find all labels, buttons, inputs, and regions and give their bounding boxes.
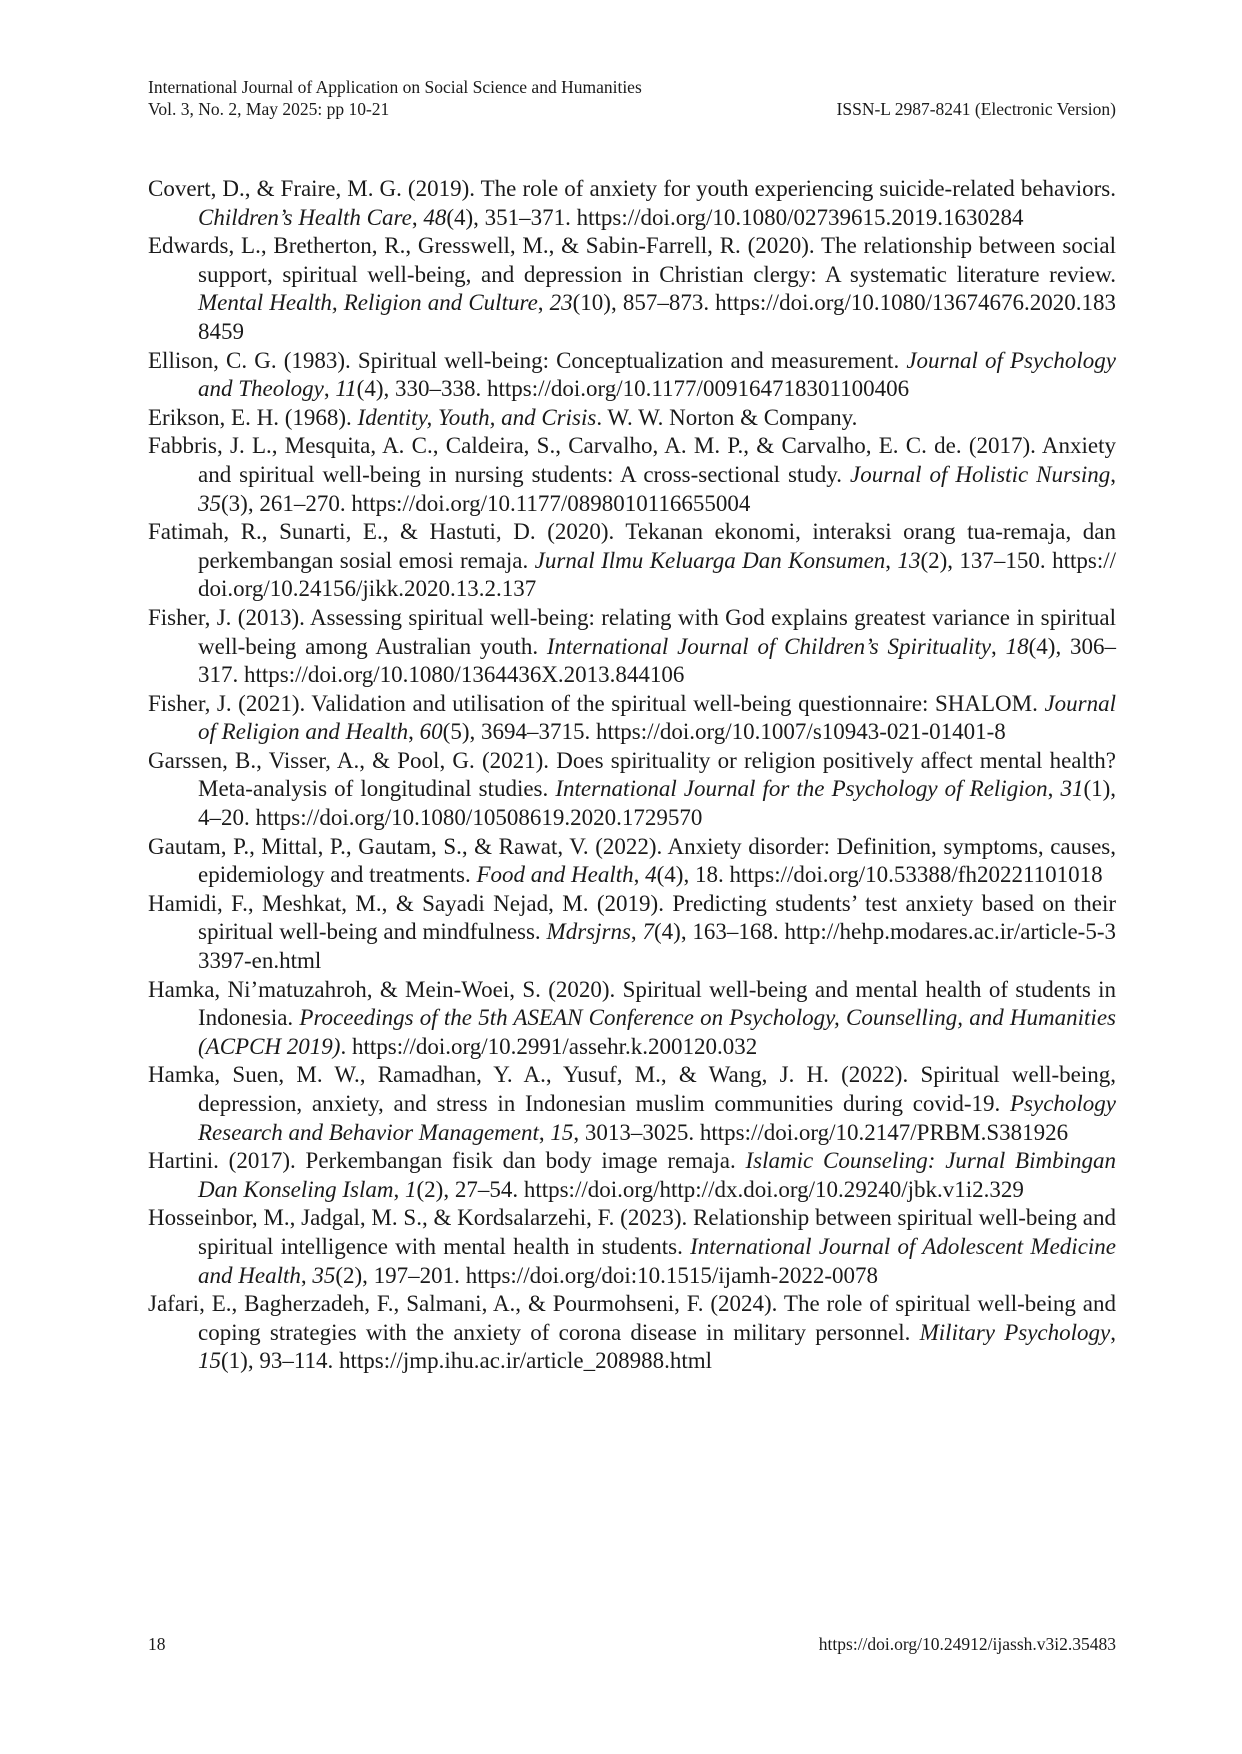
reference-source: Identity, Youth, and Crisis xyxy=(357,404,597,430)
reference-pages: (2), 27–54. xyxy=(416,1176,524,1202)
reference-volume: 1 xyxy=(405,1176,417,1202)
reference-pages: . xyxy=(340,1033,352,1059)
reference-separator: , xyxy=(1110,1319,1116,1345)
reference-volume: 60 xyxy=(419,719,443,745)
reference-doi[interactable]: https://doi.org/10.1177/009164718301100406 xyxy=(486,376,910,402)
reference-authors: Gautam, P., Mittal, P., Gautam, S., & Rawat, V. (2022). Anxiety disorder: Definition, symptoms, causes, epidemiology and treatments. xyxy=(148,833,1116,888)
reference-source: International Journal of Adolescent Medicine and Health xyxy=(198,1233,1116,1288)
reference-doi[interactable]: https://doi.org/10.1007/s10943-021-01401-8 xyxy=(596,719,1006,745)
reference-doi[interactable]: https://doi.org/doi:10.1515/ijamh-2022-0078 xyxy=(465,1262,878,1288)
reference-source: Journal of Religion and Health xyxy=(198,690,1116,745)
running-header xyxy=(148,76,1116,120)
reference-list xyxy=(148,175,1116,1376)
reference-entry xyxy=(148,1290,1116,1376)
reference-entry xyxy=(148,690,1116,747)
reference-entry xyxy=(148,518,1116,604)
reference-volume: 23 xyxy=(549,290,573,316)
reference-entry xyxy=(148,747,1116,833)
reference-volume: 48 xyxy=(423,204,447,230)
reference-doi[interactable]: https://doi.org/10.2991/assehr.k.200120.032 xyxy=(351,1033,758,1059)
reference-source: Children’s Health Care xyxy=(198,204,412,230)
reference-source: Mdrsjrns xyxy=(546,919,631,945)
reference-entry xyxy=(148,432,1116,518)
reference-entry xyxy=(148,232,1116,346)
reference-volume: 35 xyxy=(198,490,221,516)
reference-volume: 11 xyxy=(335,376,357,402)
reference-separator: , xyxy=(408,719,420,745)
reference-pages: (1), 4–20. xyxy=(198,776,1117,831)
reference-entry xyxy=(148,1061,1116,1147)
reference-pages: (4), 351–371. xyxy=(446,204,577,230)
reference-doi[interactable]: https://jmp.ihu.ac.ir/article_208988.html xyxy=(338,1348,713,1374)
reference-entry xyxy=(148,604,1116,690)
reference-doi[interactable]: https://doi.org/10.1177/0898010116655004 xyxy=(351,490,751,516)
reference-separator: , xyxy=(393,1176,405,1202)
article-doi: https://doi.org/10.24912/ijassh.v3i2.35483 xyxy=(818,1634,1116,1654)
reference-authors: Fabbris, J. L., Mesquita, A. C., Caldeira, S., Carvalho, A. M. P., & Carvalho, E. C. de. (2017). Anxiety and spiritual well-being in nursing students: A cross-sectional study. xyxy=(148,433,1116,487)
reference-source: Food and Health xyxy=(476,862,634,888)
reference-separator: , xyxy=(1047,776,1061,802)
reference-separator: , xyxy=(411,204,424,230)
volume-info: Vol. 3, No. 2, May 2025: pp 10-21 xyxy=(148,99,390,119)
reference-entry xyxy=(148,404,1116,433)
reference-source: International Journal of Children’s Spirituality xyxy=(546,633,992,659)
reference-volume: 15 xyxy=(550,1119,574,1145)
reference-separator: , xyxy=(323,376,336,402)
reference-entry xyxy=(148,175,1116,232)
reference-volume: 7 xyxy=(642,919,655,945)
reference-source: Mental Health, Religion and Culture xyxy=(198,290,538,316)
page-number: 18 xyxy=(148,1634,166,1654)
reference-source: Proceedings of the 5th ASEAN Conference on Psychology, Counselling, and Humanities (ACPCH 2019) xyxy=(198,1005,1116,1059)
reference-authors: Hamka, Suen, M. W., Ramadhan, Y. A., Yusuf, M., & Wang, J. H. (2022). Spiritual well-being, depression, anxiety, and stress in Indonesian muslim communities during covid-19. xyxy=(148,1062,1116,1116)
reference-authors: Fisher, J. (2013). Assessing spiritual well-being: relating with God explains greatest variance in spiritual well-being among Australian youth. xyxy=(148,604,1116,659)
reference-authors: Hamidi, F., Meshkat, M., & Sayadi Nejad, M. (2019). Predicting students’ test anxiety based on their spiritual well-being and mindfulness. xyxy=(148,890,1116,945)
reference-pages: (2), 197–201. xyxy=(335,1262,466,1288)
reference-pages: (10), 857–873. xyxy=(572,290,716,316)
reference-pages: (3), 261–270. xyxy=(221,490,352,516)
reference-separator: , xyxy=(630,919,643,945)
reference-authors: Jafari, E., Bagherzadeh, F., Salmani, A., & Pourmohseni, F. (2024). The role of spiritual well-being and coping strategies with the anxiety of corona disease in military personnel. xyxy=(148,1291,1116,1345)
reference-volume: 31 xyxy=(1060,776,1084,802)
reference-authors: Fisher, J. (2021). Validation and utilisation of the spiritual well-being questionnaire: SHALOM. xyxy=(148,690,1045,716)
reference-entry xyxy=(148,1147,1116,1204)
reference-separator: , xyxy=(538,1119,551,1145)
reference-doi[interactable]: https://doi.org/10.2147/PRBM.S381926 xyxy=(699,1119,1069,1145)
reference-volume: 35 xyxy=(312,1262,336,1288)
reference-doi[interactable]: https://doi.org/10.1080/02739615.2019.1630284 xyxy=(576,204,1024,230)
reference-pages: (4), 306–317. xyxy=(198,633,1117,688)
reference-authors: Ellison, C. G. (1983). Spiritual well-being: Conceptualization and measurement. xyxy=(148,347,907,373)
reference-pages: (4), 330–338. xyxy=(356,376,487,402)
reference-pages: (4), 163–168. xyxy=(654,919,785,945)
reference-source: Journal of Psychology and Theology xyxy=(198,347,1116,402)
reference-authors: Hosseinbor, M., Jadgal, M. S., & Kordsalarzehi, F. (2023). Relationship between spiritual well-being and spiritual intelligence with mental health in students. xyxy=(148,1205,1116,1259)
reference-source: International Journal for the Psychology of Religion xyxy=(555,776,1048,802)
reference-pages: . W. W. Norton & Company. xyxy=(596,404,858,430)
reference-entry xyxy=(148,347,1116,404)
reference-pages: (1), 93–114. xyxy=(221,1348,339,1374)
reference-source: Journal of Holistic Nursing xyxy=(850,461,1111,487)
reference-source: Islamic Counseling: Jurnal Bimbingan Dan Konseling Islam xyxy=(198,1148,1116,1202)
reference-pages: (4), 18. xyxy=(656,862,730,888)
reference-entry xyxy=(148,833,1116,890)
reference-doi[interactable]: https://doi.org/10.1080/1364436X.2013.844106 xyxy=(244,662,685,688)
reference-volume: 15 xyxy=(198,1348,221,1374)
reference-authors: Garssen, B., Visser, A., & Pool, G. (2021). Does spirituality or religion positively affect mental health? Meta-analysis of longitudinal studies. xyxy=(148,747,1116,802)
reference-separator: , xyxy=(1110,461,1116,487)
reference-authors: Edwards, L., Bretherton, R., Gresswell, M., & Sabin-Farrell, R. (2020). The relationship between social support, spiritual well-being, and depression in Christian clergy: A systematic literature review. xyxy=(148,233,1116,287)
reference-separator: , xyxy=(537,290,550,316)
reference-entry xyxy=(148,976,1116,1062)
reference-doi[interactable]: https://doi.org/10.1080/13674676.2020.1838459 xyxy=(198,290,1116,344)
reference-separator: , xyxy=(885,547,898,573)
issn: ISSN-L 2987-8241 (Electronic Version) xyxy=(836,99,1116,119)
journal-title: International Journal of Application on Social Science and Humanities xyxy=(148,77,642,97)
reference-pages: (5), 3694–3715. xyxy=(442,719,596,745)
reference-authors: Hartini. (2017). Perkembangan fisik dan body image remaja. xyxy=(148,1148,746,1174)
reference-doi[interactable]: https://doi.org/http://dx.doi.org/10.29240/jbk.v1i2.329 xyxy=(523,1176,1024,1202)
reference-doi[interactable]: http://hehp.modares.ac.ir/article-5-33397-en.html xyxy=(198,919,1117,974)
reference-authors: Fatimah, R., Sunarti, E., & Hastuti, D. (2020). Tekanan ekonomi, interaksi orang tua-remaja, dan perkembangan sosial emosi remaja. xyxy=(148,519,1116,573)
reference-source: Psychology Research and Behavior Management xyxy=(198,1091,1116,1145)
reference-source: Military Psychology xyxy=(919,1319,1111,1345)
reference-authors: Hamka, Ni’matuzahroh, & Mein-Woei, S. (2020). Spiritual well-being and mental health of students in Indonesia. xyxy=(148,976,1116,1031)
reference-entry xyxy=(148,890,1116,976)
reference-separator: , xyxy=(991,633,1006,659)
reference-volume: 13 xyxy=(897,547,921,573)
reference-authors: Erikson, E. H. (1968). xyxy=(148,404,358,430)
reference-separator: , xyxy=(633,862,646,888)
reference-doi[interactable]: https://doi.org/10.24156/jikk.2020.13.2.137 xyxy=(198,547,1116,602)
page-footer xyxy=(148,1634,1116,1655)
reference-volume: 18 xyxy=(1005,633,1029,659)
reference-doi[interactable]: https://doi.org/10.53388/fh20221101018 xyxy=(729,862,1103,888)
reference-separator: , xyxy=(300,1262,313,1288)
reference-entry xyxy=(148,1204,1116,1290)
reference-source: Jurnal Ilmu Keluarga Dan Konsumen xyxy=(534,547,886,573)
reference-volume: 4 xyxy=(645,862,657,888)
reference-pages: (2), 137–150. xyxy=(920,547,1053,573)
reference-pages: , 3013–3025. xyxy=(573,1119,700,1145)
reference-authors: Covert, D., & Fraire, M. G. (2019). The role of anxiety for youth experiencing suicide-related behaviors. xyxy=(148,176,1116,201)
reference-doi[interactable]: https://doi.org/10.1080/10508619.2020.1729570 xyxy=(255,805,703,831)
header-meta-row xyxy=(148,98,1116,120)
